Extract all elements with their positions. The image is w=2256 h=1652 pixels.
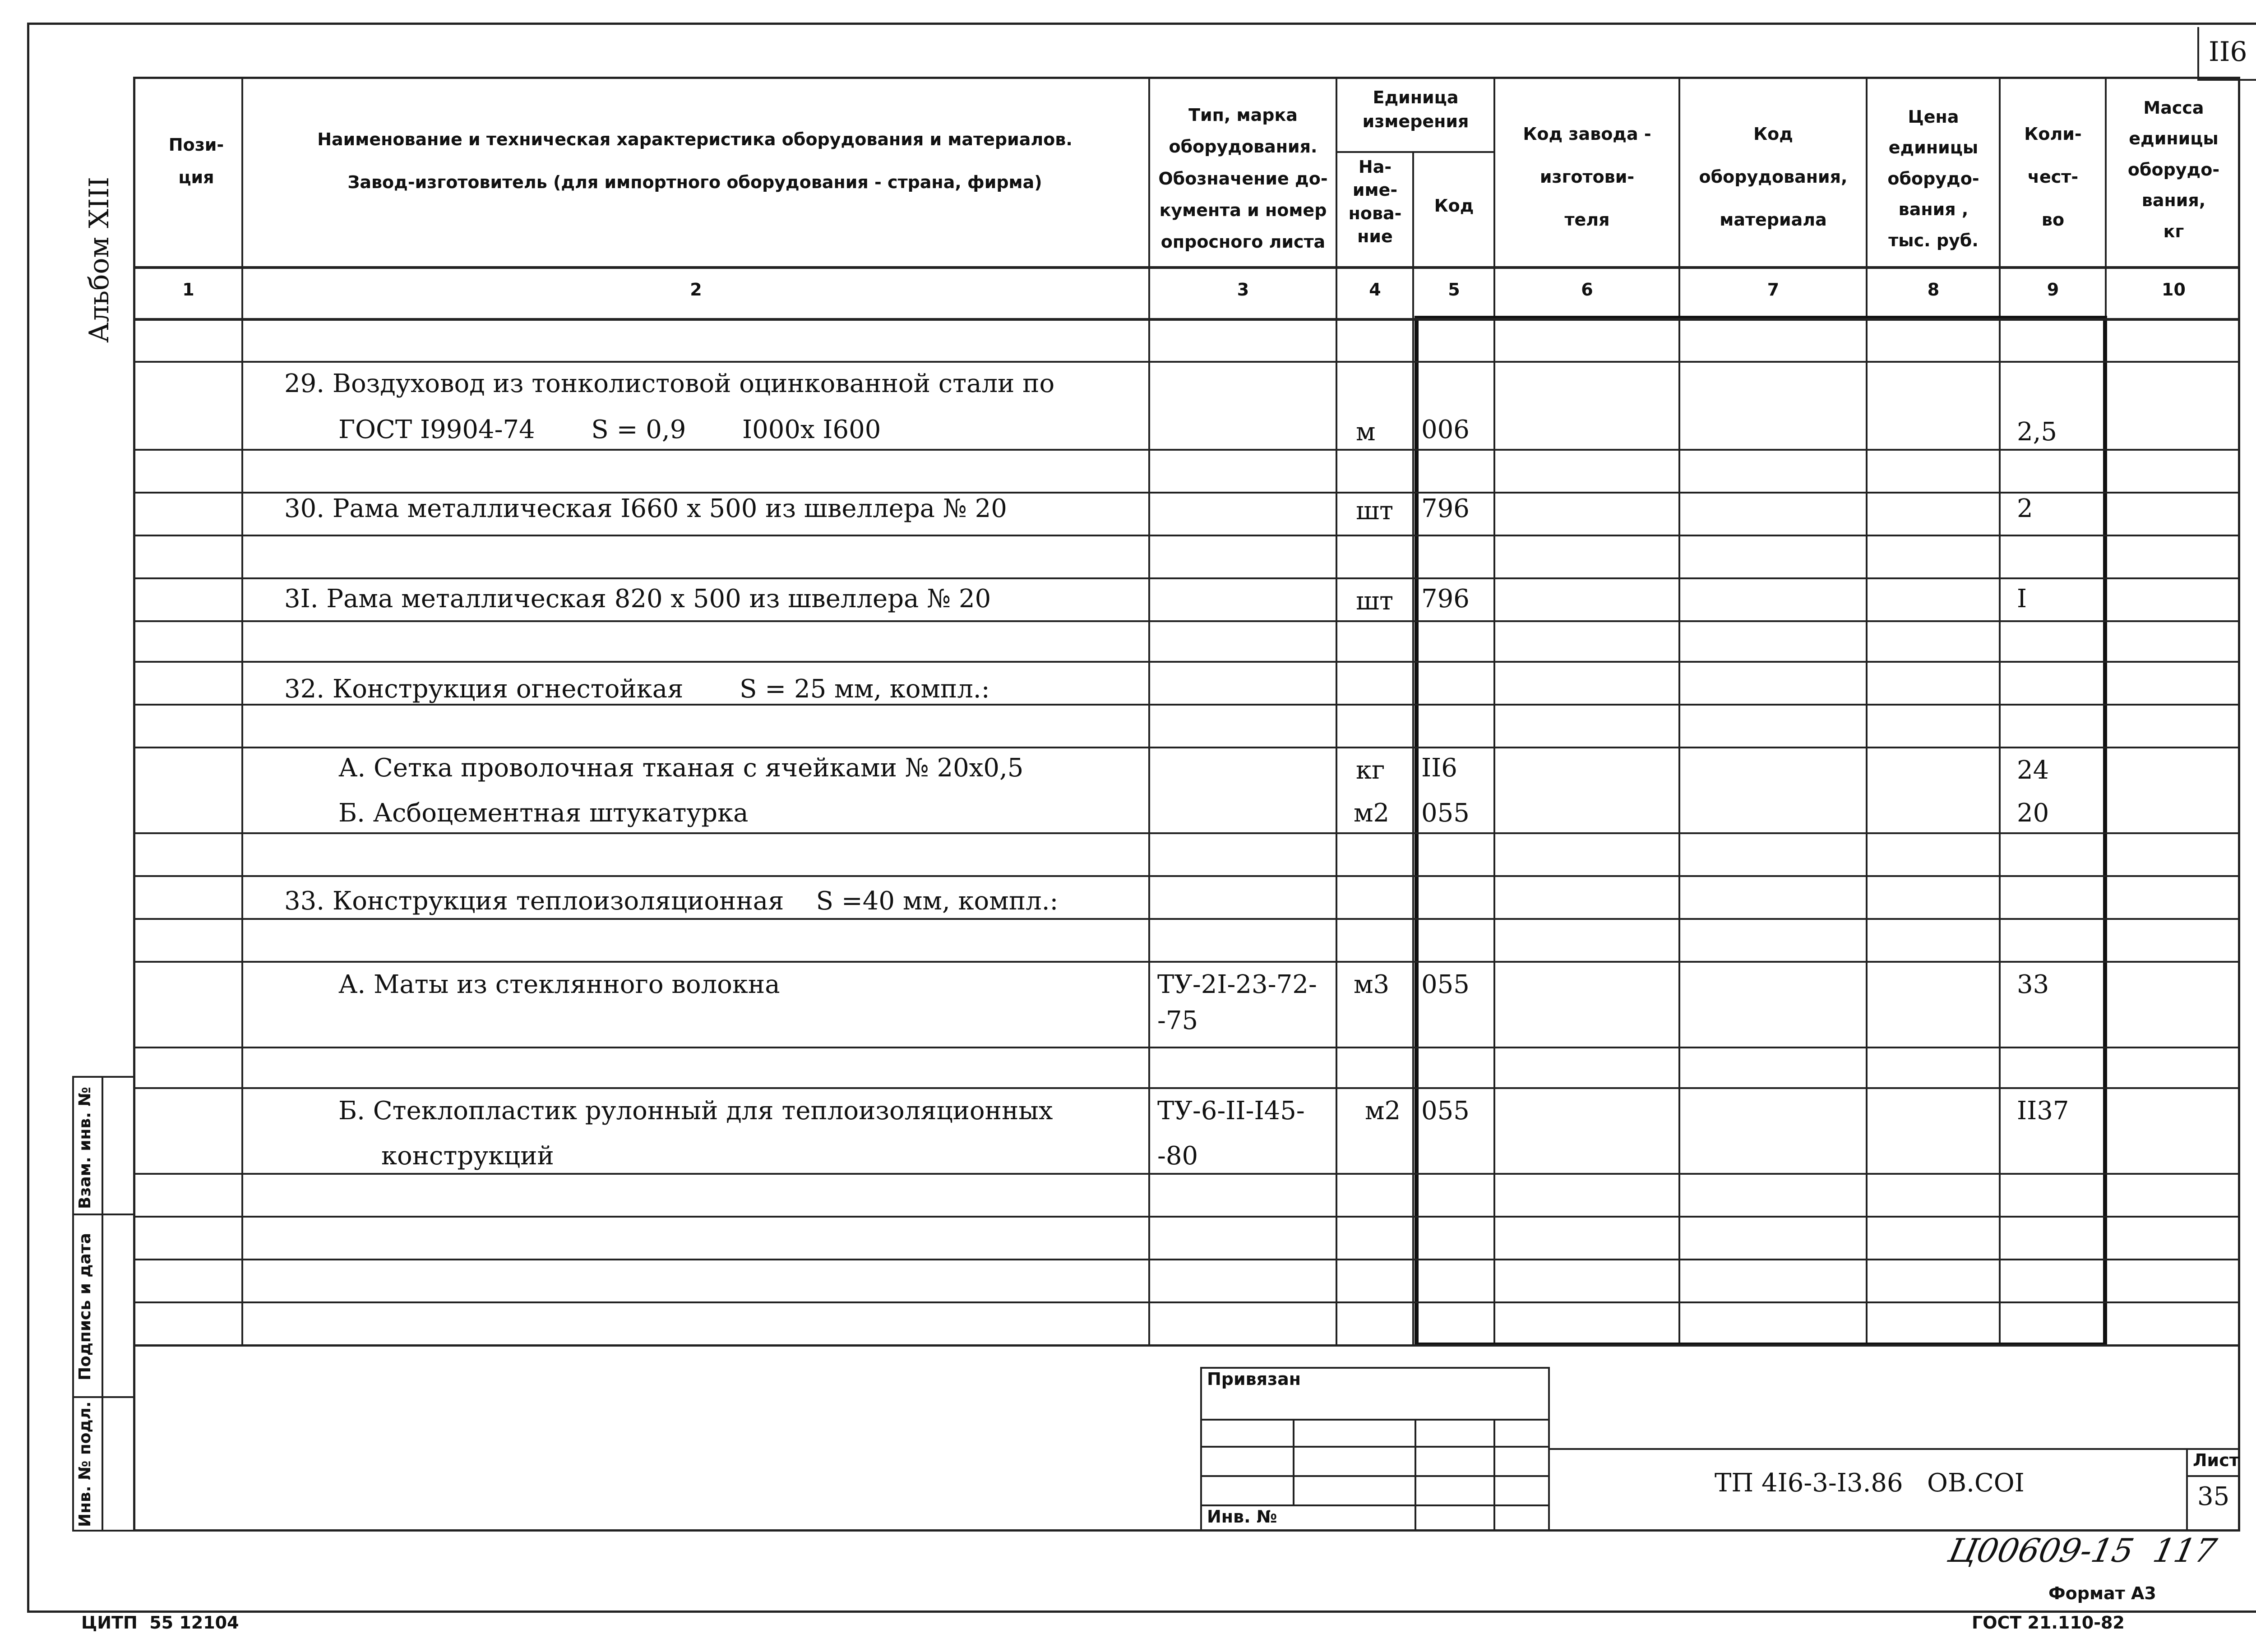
header-unit-group: Единица измерения	[1362, 88, 1469, 132]
table-row-qty: I	[2017, 584, 2027, 614]
stamp-replacement-inv: Взам. инв. №	[76, 1087, 94, 1209]
bound-label: Привязан	[1207, 1369, 1301, 1389]
header-name: Наименование и техническая характеристика оборудования и материалов. Завод-изготовитель (для импортного оборудования - страна, фирма)	[317, 129, 1073, 192]
table-row-unit: м	[1356, 417, 1376, 447]
table-row-type: ТУ-6-II-I45-	[1157, 1096, 1305, 1126]
table-row-name: А. Маты из стеклянного волокна	[338, 970, 780, 999]
header-equipment-code: Код оборудования, материала	[1699, 124, 1848, 230]
table-row-code: II6	[1421, 753, 1457, 783]
table-row-name: ГОСТ I9904-74 S = 0,9 I000x I600	[338, 415, 881, 444]
doc-code: ТП 4I6-3-I3.86 ОВ.СОI	[1715, 1468, 2025, 1498]
handwritten-note: Ц00609-15 117	[1945, 1532, 2220, 1569]
inv-label: Инв. №	[1207, 1507, 1277, 1527]
header-position: Пози- ция	[168, 135, 224, 188]
col-number: 4	[1369, 280, 1381, 300]
table-row-name: 32. Конструкция огнестойкая S = 25 мм, компл.:	[284, 674, 990, 704]
table-row-name: конструкций	[381, 1141, 554, 1171]
header-mass: Масса единицы оборудо- вания, кг	[2127, 98, 2220, 241]
title-block	[133, 1344, 2240, 1532]
table-row-name: 33. Конструкция теплоизоляционная S =40 мм, компл.:	[284, 886, 1059, 916]
header-unit-code: Код	[1434, 196, 1474, 216]
table-row-name: 30. Рама металлическая I660 x 500 из швеллера № 20	[284, 494, 1007, 523]
table-row-code: 055	[1421, 1096, 1470, 1126]
col-number: 9	[2047, 280, 2059, 300]
table-row-unit: шт	[1356, 586, 1394, 616]
cintp-label: ЦИТП 55 12104	[81, 1613, 239, 1633]
table-row-qty: 20	[2017, 798, 2049, 828]
col-number: 5	[1448, 280, 1460, 300]
col-number: 10	[2162, 280, 2186, 300]
stamp-signature-date: Подпись и дата	[76, 1233, 94, 1380]
header-price: Цена единицы оборудо- вания , тыс. руб.	[1887, 107, 1979, 250]
table-row-code: 006	[1421, 415, 1470, 444]
table-row-code: 796	[1421, 494, 1470, 523]
table-row-qty: II37	[2017, 1096, 2069, 1126]
corner-number: II6	[2209, 36, 2247, 68]
table-row-unit: м2	[1354, 798, 1390, 828]
table-row-type: ТУ-2I-23-72-	[1157, 970, 1317, 999]
table-row-qty: 33	[2017, 970, 2049, 999]
sheet-label: Лист	[2193, 1450, 2239, 1470]
header-quantity: Коли- чест- во	[2024, 124, 2082, 230]
table-row-name: Б. Стеклопластик рулонный для теплоизоляционных	[338, 1096, 1053, 1126]
table-row-code: 055	[1421, 798, 1470, 828]
table-row-name: 3I. Рама металлическая 820 x 500 из швеллера № 20	[284, 584, 991, 614]
col-number: 2	[690, 280, 702, 300]
sheet-number: 35	[2197, 1482, 2230, 1511]
table-row-name: Б. Асбоцементная штукатурка	[338, 798, 749, 828]
col-number: 3	[1237, 280, 1249, 300]
table-row-code: 796	[1421, 584, 1470, 614]
col-number: 1	[182, 280, 194, 300]
table-row-unit: м3	[1354, 970, 1390, 999]
table-row-type: -75	[1157, 1006, 1198, 1035]
table-row-name: 29. Воздуховод из тонколистовой оцинкованной стали по	[284, 369, 1055, 398]
format-label: Формат А3	[2048, 1583, 2156, 1603]
table-row-qty: 2	[2017, 494, 2033, 523]
header-factory-code: Код завода - изготови- теля	[1523, 124, 1651, 230]
table-row-type: -80	[1157, 1141, 1198, 1171]
table-row-unit: кг	[1356, 756, 1385, 785]
table-row-qty: 2,5	[2017, 417, 2057, 447]
stamp-original-inv: Инв. № подл.	[76, 1401, 94, 1527]
col-number: 7	[1767, 280, 1780, 300]
table-row-qty: 24	[2017, 756, 2049, 785]
table-row-unit: шт	[1356, 496, 1394, 526]
album-label: Альбом XIII	[83, 176, 115, 343]
table-row-name: А. Сетка проволочная тканая с ячейками № 20x0,5	[338, 753, 1024, 783]
header-type: Тип, марка оборудования. Обозначение до- кумента и номер опросного листа	[1158, 105, 1328, 252]
col-number: 6	[1581, 280, 1593, 300]
col-number: 8	[1927, 280, 1940, 300]
table-row-unit: м2	[1365, 1096, 1401, 1126]
header-unit-name: На- име- нова- ние	[1348, 157, 1402, 246]
gost-label: ГОСТ 21.110-82	[1972, 1613, 2125, 1633]
table-row-code: 055	[1421, 970, 1470, 999]
